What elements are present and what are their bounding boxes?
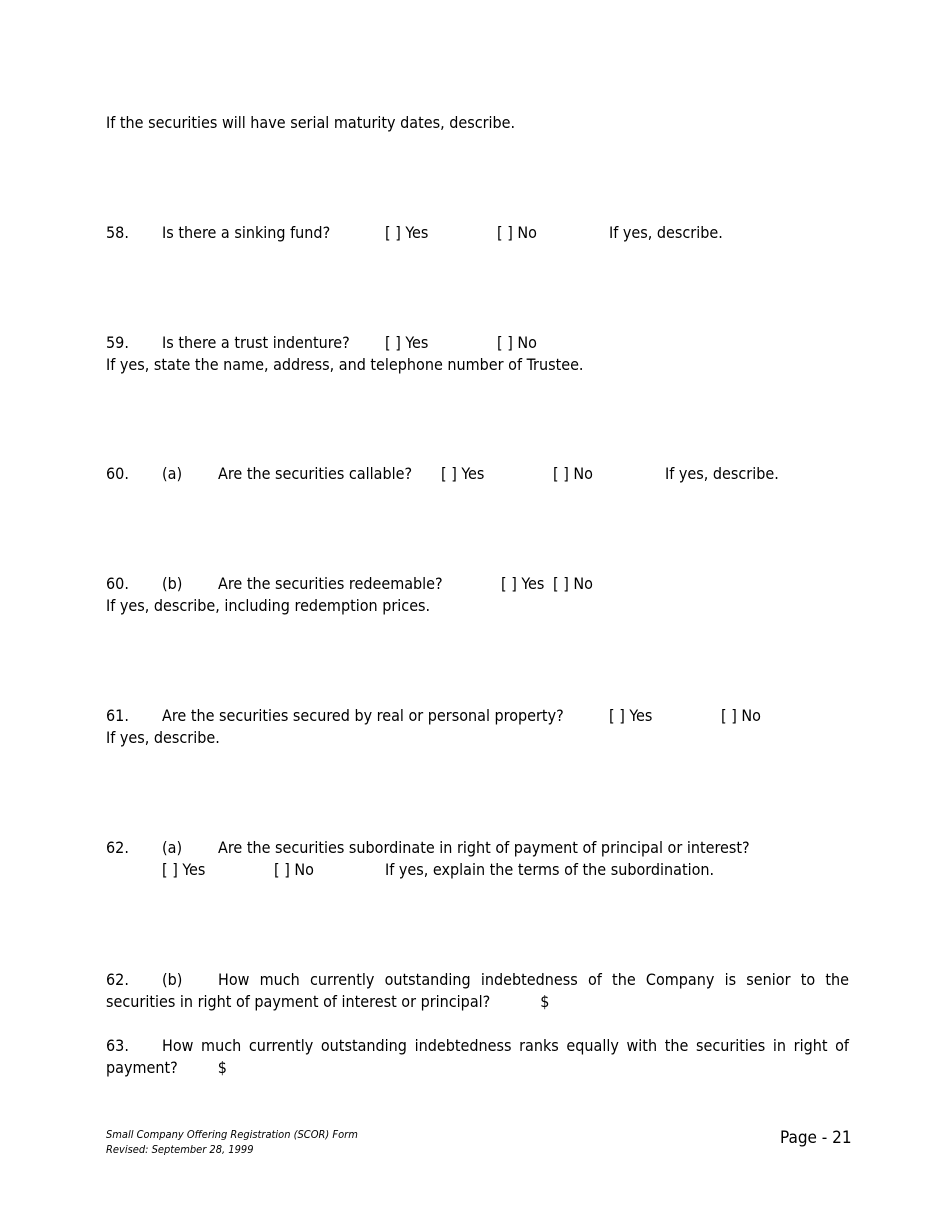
q59-yes-checkbox[interactable]: [ ] Yes: [385, 333, 429, 352]
q60b-question: Are the securities redeemable?: [218, 574, 443, 593]
q62a-part: (a): [162, 838, 183, 857]
footer-form-info: [106, 1127, 358, 1157]
q59-followup: If yes, state the name, address, and telephone number of Trustee.: [106, 355, 584, 374]
q60a-followup: If yes, describe.: [665, 464, 779, 483]
q62b-question: How much currently outstanding indebtedness of the Company is senior to the securities in right of payment of interest or principal?: [106, 970, 849, 1011]
q60a-no-checkbox[interactable]: [ ] No: [553, 464, 593, 483]
q60a-yes-checkbox[interactable]: [ ] Yes: [441, 464, 485, 483]
q62b-dollar-field[interactable]: $: [540, 992, 550, 1011]
footer-form-name: Small Company Offering Registration (SCOR) Form: [106, 1128, 358, 1141]
q61-yes-checkbox[interactable]: [ ] Yes: [609, 706, 653, 725]
footer-revised-date: Revised: September 28, 1999: [106, 1143, 254, 1156]
q60a-part: (a): [162, 464, 183, 483]
q62a-followup: If yes, explain the terms of the subordination.: [385, 860, 715, 879]
q62a-yes-checkbox[interactable]: [ ] Yes: [162, 860, 206, 879]
q60a-number: 60.: [106, 464, 129, 483]
q58-yes-checkbox[interactable]: [ ] Yes: [385, 223, 429, 242]
q63-dollar-field[interactable]: $: [217, 1058, 227, 1077]
q63-question: How much currently outstanding indebtedness ranks equally with the securities in right of payment?: [106, 1036, 849, 1077]
q60b-part: (b): [162, 574, 183, 593]
q60b-yes-checkbox[interactable]: [ ] Yes: [501, 574, 545, 593]
q59-no-checkbox[interactable]: [ ] No: [497, 333, 537, 352]
q62b-paragraph: [106, 969, 849, 1013]
q62a-question: Are the securities subordinate in right of payment of principal or interest?: [218, 838, 750, 857]
q58-question: Is there a sinking fund?: [162, 223, 331, 242]
q60b-number: 60.: [106, 574, 129, 593]
q60a-question: Are the securities callable?: [218, 464, 413, 483]
q62a-no-checkbox[interactable]: [ ] No: [274, 860, 314, 879]
serial-maturity-prompt: If the securities will have serial maturity dates, describe.: [106, 113, 516, 132]
page-number: Page - 21: [780, 1128, 852, 1148]
q60b-followup: If yes, describe, including redemption prices.: [106, 596, 431, 615]
q58-no-checkbox[interactable]: [ ] No: [497, 223, 537, 242]
q61-no-checkbox[interactable]: [ ] No: [721, 706, 761, 725]
q61-question: Are the securities secured by real or personal property?: [162, 706, 564, 725]
q60b-no-checkbox[interactable]: [ ] No: [553, 574, 593, 593]
q62b-number: 62.: [106, 970, 129, 989]
q59-question: Is there a trust indenture?: [162, 333, 350, 352]
q58-followup: If yes, describe.: [609, 223, 723, 242]
q58-number: 58.: [106, 223, 129, 242]
q61-number: 61.: [106, 706, 129, 725]
q62b-part: (b): [162, 970, 183, 989]
q63-paragraph: [106, 1035, 849, 1079]
q61-followup: If yes, describe.: [106, 728, 220, 747]
q63-number: 63.: [106, 1036, 129, 1055]
q62a-number: 62.: [106, 838, 129, 857]
q59-number: 59.: [106, 333, 129, 352]
